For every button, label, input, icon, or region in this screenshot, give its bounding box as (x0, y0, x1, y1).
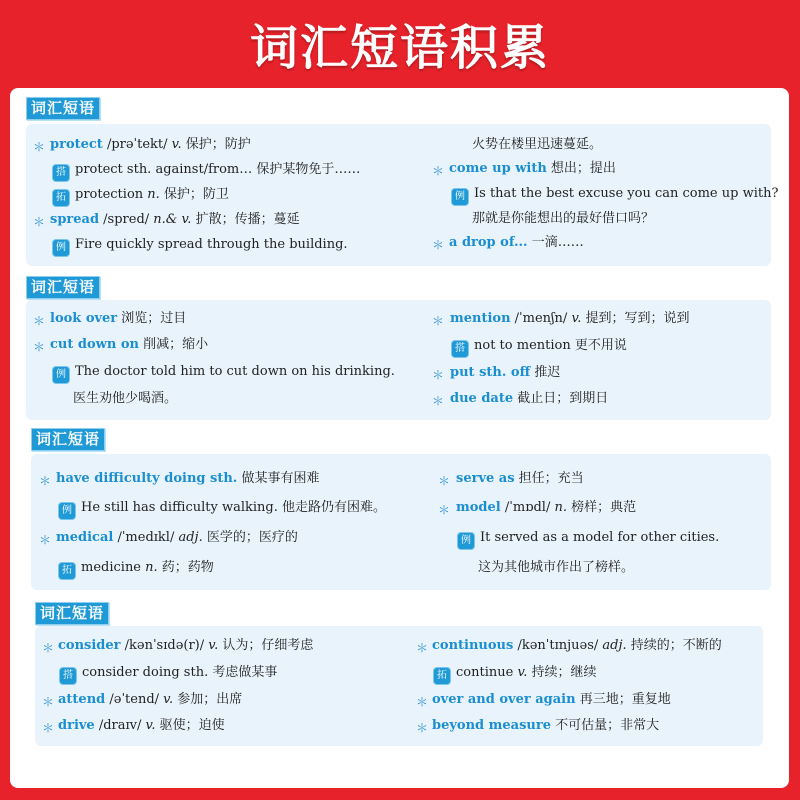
bullet-star-icon: ＊ (33, 314, 46, 328)
bullet-star-icon: ＊ (416, 695, 429, 709)
extension-badge-icon: 拓 (52, 189, 70, 207)
example-badge-icon: 例 (52, 366, 70, 384)
vocab-entry: serve as 担任；充当 (456, 471, 584, 486)
translation-line: 那就是你能想出的最好借口吗？ (472, 211, 655, 226)
bullet-star-icon: ＊ (432, 368, 445, 382)
bullet-star-icon: ＊ (432, 238, 445, 252)
collocation-note: 搭 consider doing sth. 考虑做某事 (59, 664, 277, 685)
bullet-star-icon: ＊ (432, 164, 445, 178)
extension-note: 拓 protection n. 保护；防卫 (52, 186, 229, 207)
bullet-star-icon: ＊ (416, 641, 429, 655)
page-title: 词汇短语积累 (249, 19, 550, 76)
vocab-entry: medical /ˈmedɪkl/ adj. 医学的；医疗的 (56, 530, 298, 545)
translation-line: 这为其他城市作出了榜样。 (478, 560, 635, 575)
bullet-star-icon: ＊ (416, 721, 429, 735)
vocab-entry: consider /kənˈsɪdə(r)/ v. 认为；仔细考虑 (58, 638, 314, 653)
vocab-entry: put sth. off 推迟 (450, 365, 561, 380)
collocation-note: 搭 protect sth. against/from… 保护某物免于…… (52, 161, 360, 182)
example-note: 例 Fire quickly spread through the building. (52, 236, 348, 257)
example-badge-icon: 例 (451, 188, 469, 206)
collocation-badge-icon: 搭 (52, 164, 70, 182)
vocab-entry: continuous /kənˈtɪnjuəs/ adj. 持续的；不断的 (432, 638, 722, 653)
bullet-star-icon: ＊ (432, 394, 445, 408)
vocab-entry: cut down on 削减；缩小 (50, 337, 209, 352)
vocabulary-sheet (10, 88, 789, 788)
bullet-star-icon: ＊ (39, 533, 52, 547)
bullet-star-icon: ＊ (39, 474, 52, 488)
section-tag: 词汇短语 (31, 428, 105, 451)
bullet-star-icon: ＊ (42, 721, 55, 735)
translation-line: 医生劝他少喝酒。 (73, 391, 178, 406)
example-note: 例 It served as a model for other cities. (457, 529, 719, 550)
vocab-entry: spread /spred/ n.& v. 扩散；传播；蔓延 (50, 212, 300, 227)
bullet-star-icon: ＊ (432, 314, 445, 328)
example-badge-icon: 例 (457, 532, 475, 550)
collocation-badge-icon: 搭 (59, 667, 77, 685)
vocab-entry: due date 截止日；到期日 (450, 391, 609, 406)
bullet-star-icon: ＊ (42, 695, 55, 709)
vocab-entry: beyond measure 不可估量；非常大 (432, 718, 660, 733)
extension-note: 拓 medicine n. 药；药物 (58, 559, 214, 580)
example-badge-icon: 例 (58, 502, 76, 520)
vocab-entry: model /ˈmɒdl/ n. 榜样；典范 (456, 500, 637, 515)
collocation-badge-icon: 搭 (451, 340, 469, 358)
vocab-entry: protect /prəˈtekt/ v. 保护；防护 (50, 137, 251, 152)
vocab-entry: come up with 想出；提出 (449, 161, 616, 176)
vocab-entry: drive /draɪv/ v. 驱使；迫使 (58, 718, 225, 733)
bullet-star-icon: ＊ (33, 340, 46, 354)
vocab-entry: have difficulty doing sth. 做某事有困难 (56, 471, 320, 486)
collocation-note: 搭 not to mention 更不用说 (451, 337, 627, 358)
bullet-star-icon: ＊ (438, 474, 451, 488)
bullet-star-icon: ＊ (438, 503, 451, 517)
example-note: 例 The doctor told him to cut down on his drinking. (52, 363, 395, 384)
page-header (0, 0, 800, 86)
bullet-star-icon: ＊ (42, 641, 55, 655)
extension-badge-icon: 拓 (433, 667, 451, 685)
section-tag: 词汇短语 (26, 276, 100, 299)
vocab-entry: attend /əˈtend/ v. 参加；出席 (58, 692, 243, 707)
bullet-star-icon: ＊ (33, 140, 46, 154)
example-note: 例 Is that the best excuse you can come up with? (451, 185, 778, 206)
extension-note: 拓 continue v. 持续；继续 (433, 664, 597, 685)
section-tag: 词汇短语 (35, 602, 109, 625)
translation-line: 火势在楼里迅速蔓延。 (472, 137, 603, 152)
extension-badge-icon: 拓 (58, 562, 76, 580)
example-badge-icon: 例 (52, 239, 70, 257)
vocab-entry: over and over again 再三地；重复地 (432, 692, 671, 707)
section-tag: 词汇短语 (26, 97, 100, 120)
vocab-entry: a drop of... 一滴…… (449, 235, 584, 250)
vocab-entry: mention /ˈmenʃn/ v. 提到；写到；说到 (450, 311, 690, 326)
bullet-star-icon: ＊ (33, 215, 46, 229)
vocab-entry: look over 浏览；过目 (50, 311, 187, 326)
example-note: 例 He still has difficulty walking. 他走路仍有困难。 (58, 499, 386, 520)
